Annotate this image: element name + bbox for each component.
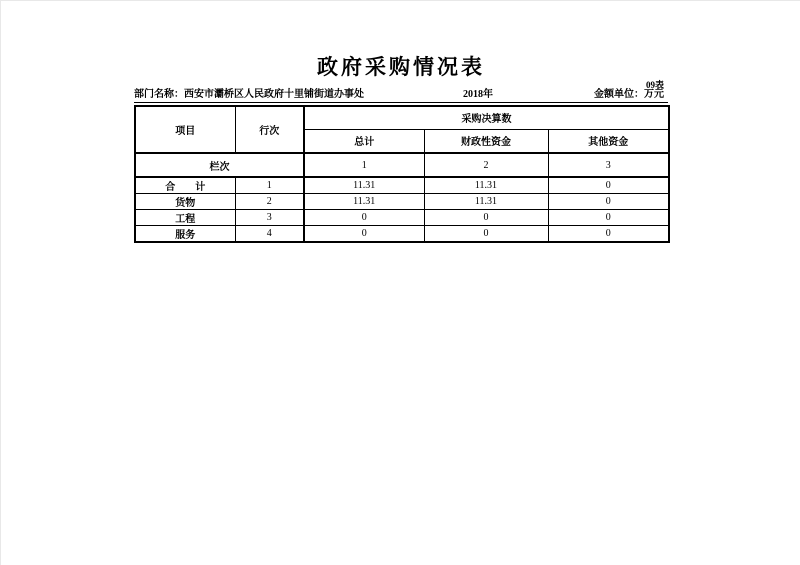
col-header-rowno: 行次 xyxy=(235,106,304,153)
info-row xyxy=(134,87,668,103)
col-header-group: 采购决算数 xyxy=(304,106,669,129)
row-number: 4 xyxy=(235,226,304,243)
index-col-2: 2 xyxy=(424,153,548,177)
cell-other: 0 xyxy=(548,210,669,226)
table-row-services xyxy=(135,226,669,243)
cell-total: 11.31 xyxy=(304,177,424,194)
fiscal-year: 2018年 xyxy=(463,89,493,100)
index-row-label: 栏次 xyxy=(135,153,304,177)
cell-other: 0 xyxy=(548,226,669,243)
page-title: 政府采购情况表 xyxy=(317,55,485,79)
row-number: 1 xyxy=(235,177,304,194)
procurement-table xyxy=(134,105,670,243)
cell-fiscal: 0 xyxy=(424,210,548,226)
col-header-fiscal: 财政性资金 xyxy=(424,129,548,153)
department-name: 部门名称：西安市灞桥区人民政府十里铺街道办事处 xyxy=(134,89,364,100)
cell-fiscal: 11.31 xyxy=(424,177,548,194)
amount-unit: 金额单位：万元 xyxy=(594,89,664,100)
col-header-total: 总计 xyxy=(304,129,424,153)
table-row-engineering xyxy=(135,210,669,226)
cell-total: 0 xyxy=(304,226,424,243)
cell-fiscal: 11.31 xyxy=(424,194,548,210)
row-label: 服务 xyxy=(135,226,235,243)
cell-other: 0 xyxy=(548,194,669,210)
table-number: 09表 xyxy=(645,80,664,90)
index-col-3: 3 xyxy=(548,153,669,177)
col-header-other: 其他资金 xyxy=(548,129,669,153)
row-number: 3 xyxy=(235,210,304,226)
cell-total: 11.31 xyxy=(304,194,424,210)
cell-total: 0 xyxy=(304,210,424,226)
row-number: 2 xyxy=(235,194,304,210)
index-row xyxy=(135,153,669,177)
cell-fiscal: 0 xyxy=(424,226,548,243)
table-row-total xyxy=(135,177,669,194)
cell-other: 0 xyxy=(548,177,669,194)
col-header-item: 项目 xyxy=(135,106,235,153)
table-row-goods xyxy=(135,194,669,210)
index-col-1: 1 xyxy=(304,153,424,177)
row-label: 合 计 xyxy=(135,177,235,194)
header-row-group xyxy=(135,106,669,129)
row-label: 工程 xyxy=(135,210,235,226)
row-label: 货物 xyxy=(135,194,235,210)
